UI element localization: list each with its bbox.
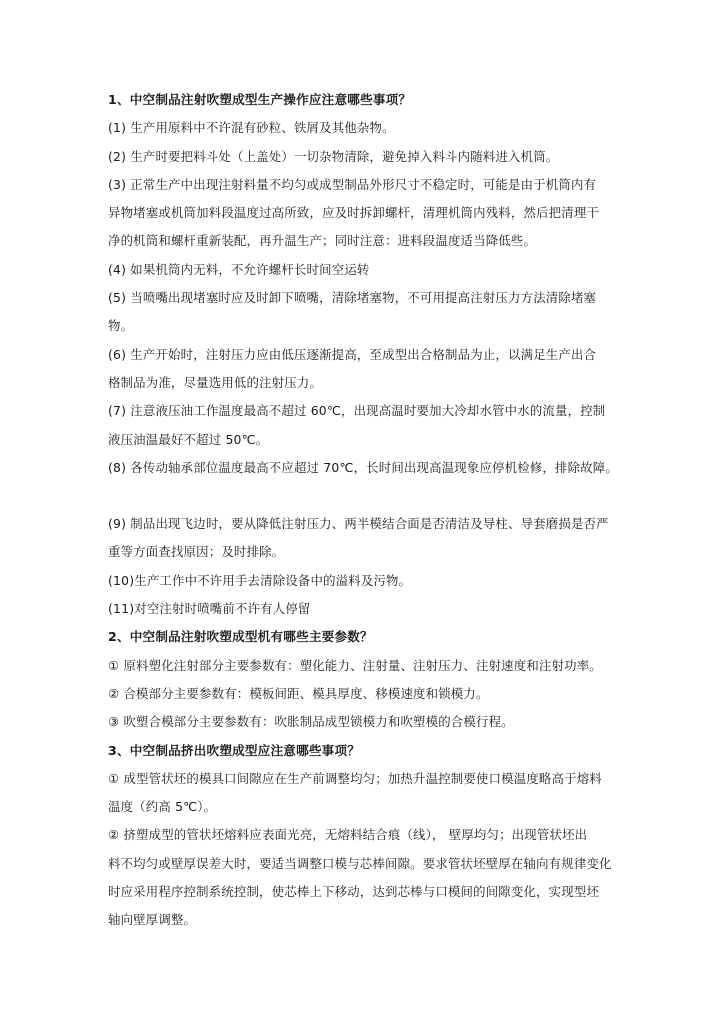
paragraph-line: 净的机筒和螺杆重新装配，再升温生产；同时注意：进料段温度适当降低些。 xyxy=(108,233,537,249)
section-2-heading: 2、中空制品注射吹塑成型机有哪些主要参数？ xyxy=(108,629,373,645)
paragraph-line: (1) 生产用原料中不许混有砂粒、铁屑及其他杂物。 xyxy=(108,120,395,136)
paragraph-line: (6) 生产开始时，注射压力应由低压逐渐提高，至成型出合格制品为止，以满足生产出合 xyxy=(108,346,597,362)
paragraph-line: 重等方面查找原因；及时排除。 xyxy=(108,544,285,560)
paragraph-line: (10)生产工作中不许用手去清除设备中的溢料及污物。 xyxy=(108,572,412,588)
paragraph-line: 时应采用程序控制系统控制，使芯棒上下移动，达到芯棒与口模间的间隙变化，实现型坯 xyxy=(108,884,600,900)
paragraph-line: (4) 如果机筒内无料，不允许螺杆长时间空运转 xyxy=(108,261,370,277)
paragraph-line: (3) 正常生产中出现注射料量不均匀或成型制品外形尺寸不稳定时，可能是由于机筒内有 xyxy=(108,176,597,192)
paragraph-line: ① 原料塑化注射部分主要参数有：塑化能力、注射量、注射压力、注射速度和注射功率。 xyxy=(108,657,602,673)
paragraph-line: ③ 吹塑合模部分主要参数有：吹胀制品成型锁模力和吹塑模的合模行程。 xyxy=(108,714,514,730)
paragraph-line: (11)对空注射时喷嘴前不许有人停留 xyxy=(108,601,311,617)
paragraph-line: 轴向壁厚调整。 xyxy=(108,912,197,928)
document-body xyxy=(108,92,628,941)
paragraph-line: 格制品为准，尽量选用低的注射压力。 xyxy=(108,374,323,390)
paragraph-line: (2) 生产时要把料斗处（上盖处）一切杂物清除，避免掉入料斗内随料进入机筒。 xyxy=(108,148,559,164)
section-1-heading: 1、中空制品注射吹塑成型生产操作应注意哪些事项？ xyxy=(108,92,412,107)
paragraph-line: (7) 注意液压油工作温度最高不超过 60℃，出现高温时要加大冷却水管中水的流量，控制 xyxy=(108,403,606,419)
paragraph-line: (5) 当喷嘴出现堵塞时应及时卸下喷嘴，清除堵塞物，不可用提高注射压力方法清除堵塞 xyxy=(108,290,597,306)
paragraph-line: (9) 制品出现飞边时，要从降低注射压力、两半模结合面是否清洁及导柱、导套磨损是否严 xyxy=(108,516,609,532)
paragraph-line: 温度（约高 5℃）。 xyxy=(108,799,217,815)
paragraph-line: 料不均匀或壁厚误差大时，要适当调整口模与芯棒间隙。要求管状坯壁厚在轴向有规律变化 xyxy=(108,855,612,871)
paragraph-line: 液压油温最好不超过 50℃。 xyxy=(108,431,269,447)
paragraph-spacer xyxy=(108,488,628,516)
section-3-heading: 3、中空制品挤出吹塑成型应注意哪些事项？ xyxy=(108,742,361,758)
paragraph-line: 异物堵塞或机筒加料段温度过高所致，应及时拆卸螺杆，清理机筒内残料，然后把清理干 xyxy=(108,205,600,221)
paragraph-line: 物。 xyxy=(108,318,134,334)
paragraph-line: (8) 各传动轴承部位温度最高不应超过 70℃，长时间出现高温现象应停机检修，排除故障。 xyxy=(108,459,618,475)
paragraph-line: ② 合模部分主要参数有：模板间距、模具厚度、移模速度和锁模力。 xyxy=(108,685,489,701)
paragraph-line: ② 挤塑成型的管状坯熔料应表面光亮，无熔料结合痕（线）， 壁厚均匀；出现管状坯出 xyxy=(108,827,588,843)
paragraph-line: ① 成型管状坯的模具口间隙应在生产前调整均匀；加热升温控制要使口模温度略高于熔料 xyxy=(108,770,602,786)
